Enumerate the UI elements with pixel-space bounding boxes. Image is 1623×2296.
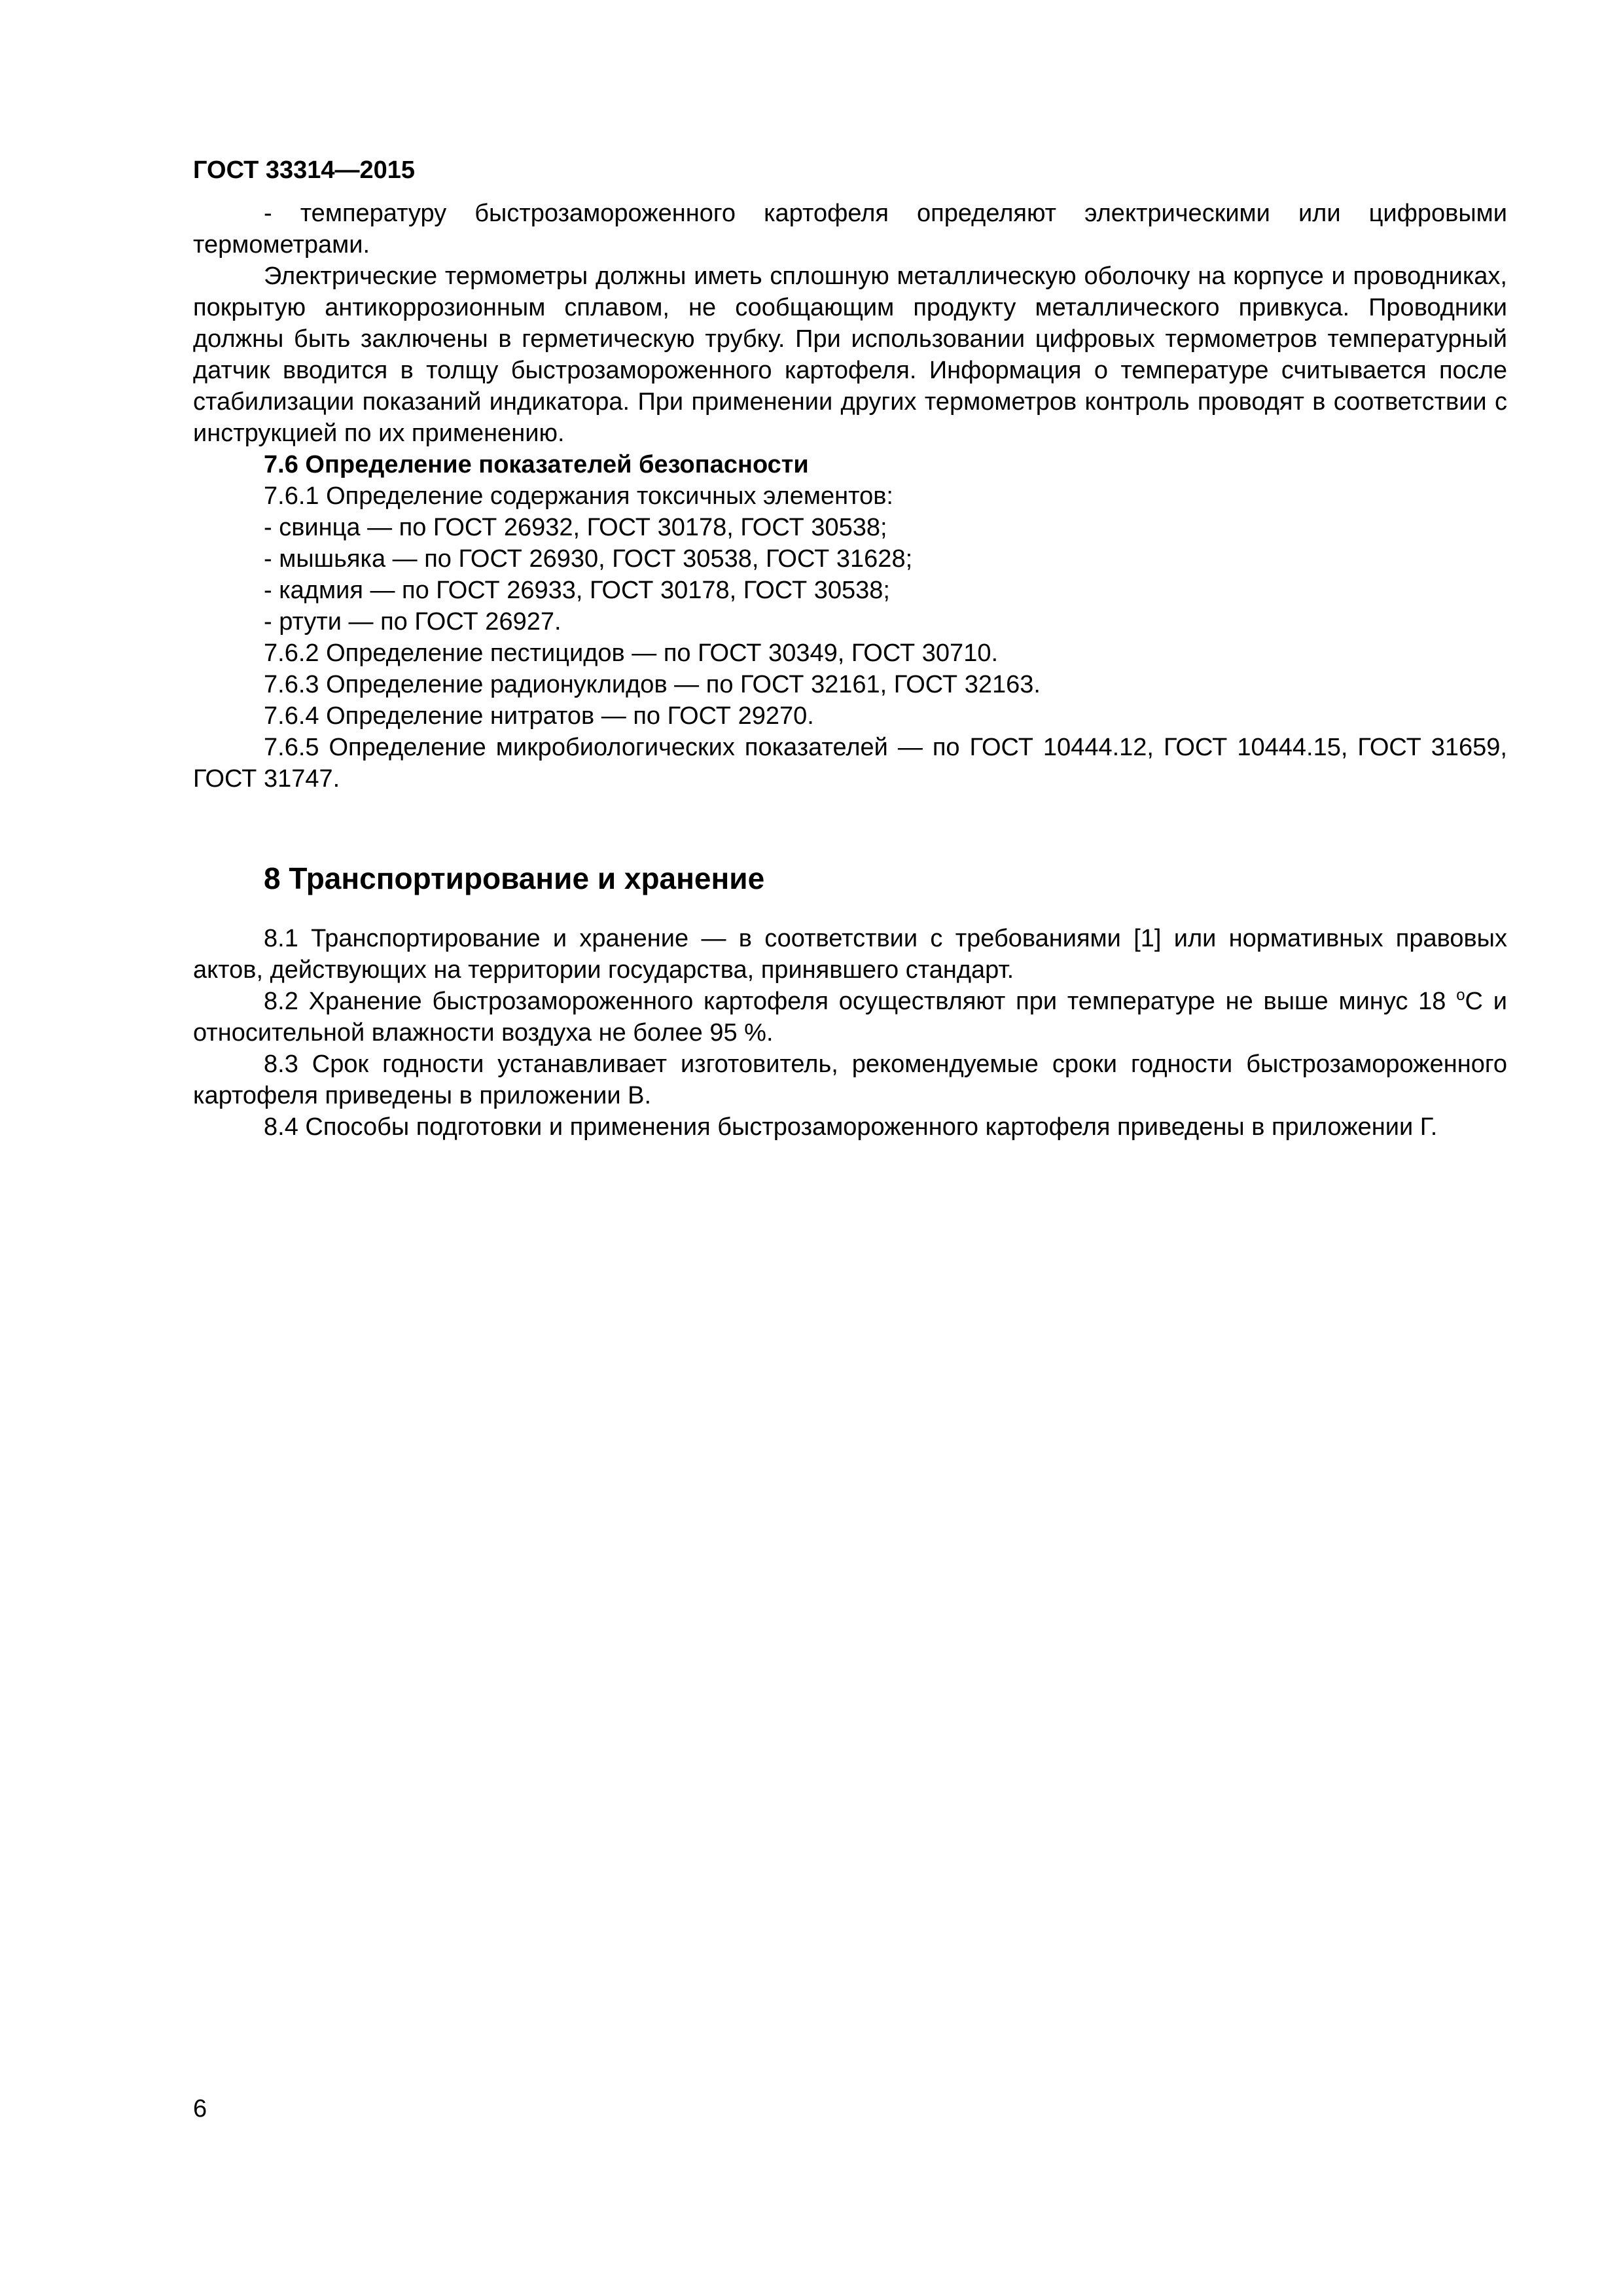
clause-8-3: 8.3 Срок годности устанавливает изготовитель, рекомендуемые сроки годности быстрозамороженного картофеля приведены в приложении В.	[193, 1050, 1507, 1109]
thermometer-paragraph: - температуру быстрозамороженного картофеля определяют электрическими или цифровыми термометрами.	[193, 200, 1507, 259]
clause-7-6-4: 7.6.4 Определение нитратов — по ГОСТ 29270.	[264, 702, 814, 730]
clause-7-6-3: 7.6.3 Определение радионуклидов — по ГОСТ 32161, ГОСТ 32163.	[264, 671, 1041, 698]
clause-8-1: 8.1 Транспортирование и хранение — в соответствии с требованиями [1] или нормативных правовых актов, действующих на территории государства, принявшего стандарт.	[193, 925, 1507, 984]
section-7-continuation	[193, 198, 1507, 795]
section-title-8: 8 Транспортирование и хранение	[264, 861, 765, 895]
clause-7-6-1: 7.6.1 Определение содержания токсичных элементов:	[264, 482, 893, 510]
electric-thermometer-paragraph: Электрические термометры должны иметь сплошную металлическую оболочку на корпусе и проводниках, покрытую антикоррозионным сплавом, не сообщающим продукту металлического привкуса. Проводники должны быть заключены в герметическую трубку. При использовании цифровых термометров температурный датчик вводится в толщу быстрозамороженного картофеля. Информация о температуре считывается после стабилизации показаний индикатора. При применении других термометров контроль проводят в соответствии с инструкцией по их применению.	[193, 262, 1507, 447]
document-header: ГОСТ 33314—2015	[193, 156, 416, 184]
clause-7-6-2: 7.6.2 Определение пестицидов — по ГОСТ 30349, ГОСТ 30710.	[264, 639, 999, 667]
clause-8-4: 8.4 Способы подготовки и применения быстрозамороженного картофеля приведены в приложении Г.	[264, 1113, 1438, 1141]
subsection-title-7-6: 7.6 Определение показателей безопасности	[264, 451, 809, 478]
clause-7-6-5: 7.6.5 Определение микробиологических показателей — по ГОСТ 10444.12, ГОСТ 10444.15, ГОСТ 31659, ГОСТ 31747.	[193, 734, 1507, 793]
page-number: 6	[193, 2095, 207, 2123]
toxic-element-lead: - свинца — по ГОСТ 26932, ГОСТ 30178, ГОСТ 30538;	[264, 514, 887, 541]
toxic-element-arsenic: - мышьяка — по ГОСТ 26930, ГОСТ 30538, ГОСТ 31628;	[264, 545, 913, 573]
toxic-element-mercury: - ртути — по ГОСТ 26927.	[264, 608, 562, 636]
clause-8-2-text-end: С и относительной влажности воздуха не более 95 %.	[193, 988, 1507, 1047]
degree-superscript: о	[1456, 986, 1465, 1004]
toxic-element-cadmium: - кадмия — по ГОСТ 26933, ГОСТ 30178, ГОСТ 30538;	[264, 577, 890, 604]
section-8	[193, 859, 1507, 1143]
clause-8-2-text-start: 8.2 Хранение быстрозамороженного картофеля осуществляют при температуре не выше минус 18	[264, 988, 1457, 1015]
clause-8-2	[193, 986, 1507, 1049]
